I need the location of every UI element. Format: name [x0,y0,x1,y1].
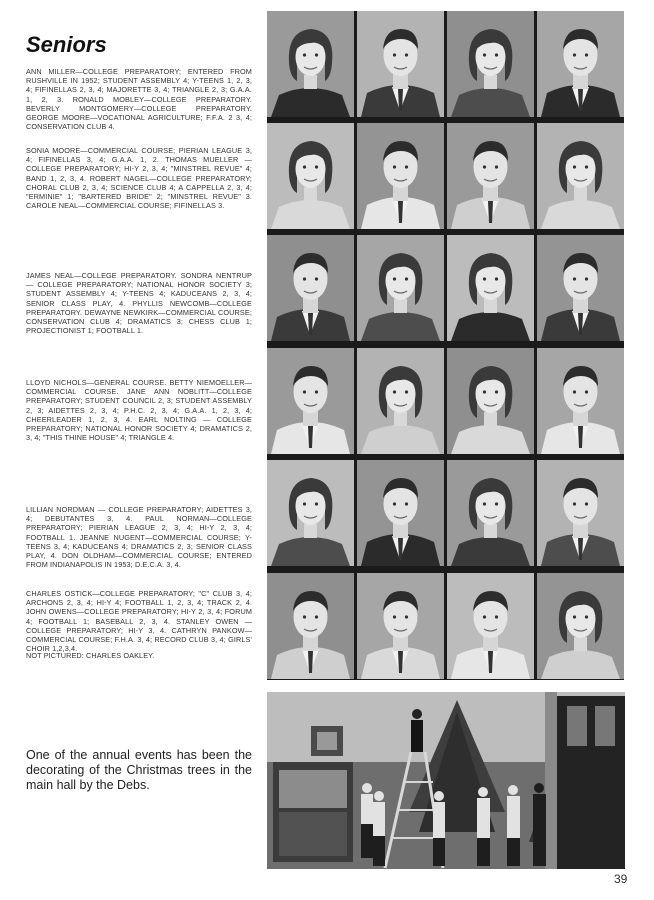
senior-portrait [537,573,624,679]
senior-portrait [357,235,444,341]
bio-block-row-1: ANN MILLER—COLLEGE PREPARATORY; ENTERED FROM RUSHVILLE IN 1952; STUDENT ASSEMBLY 4; Y-TEENS 1, 2, 3, 4; FIFINELLAS 2, 3, 4; MAJORETTE 3, 4; TRIANGLE 2, 3; G.A.A. 1, 2, 3. RONALD MOBLEY—COLLEGE PREPARATORY. BEVERLY MONTGOMERY—COLLEGE PREPARATORY. GEORGE MOORE—VOCATIONAL AGRICULTURE; F.F.A. 2 3, 4; CONSERVATION CLUB 4. [26,67,252,132]
senior-portrait [537,460,624,566]
page-number: 39 [614,872,628,886]
senior-portrait [537,348,624,454]
senior-portrait [267,235,354,341]
christmas-tree-event-photo [267,692,625,869]
senior-portrait [447,235,534,341]
senior-portrait-grid [267,11,624,680]
bio-block-row-4: LLOYD NICHOLS—GENERAL COURSE. BETTY NIEMOELLER—COMMERCIAL COURSE. JANE ANN NOBLITT—COLLEGE PREPARATORY; STUDENT COUNCIL 2, 3; STUDENT ASSEMBLY 2, 3; AIDETTES 2, 3, 4; P.H.C. 2, 3, 4; G.A.A. 1, 2, 3, 4; CHEERLEADER 1, 2, 3, 4. EARL NOLTING — COLLEGE PREPARATORY; NATIONAL HONOR SOCIETY 4; DRAMATICS 2, 3, 4; "THIS THINE HOUSE" 4; TRIANGLE 4. [26,378,252,443]
event-photo-caption: One of the annual events has been the decorating of the Christmas trees in the main hall by the Debs. [26,748,252,792]
senior-portrait [267,460,354,566]
senior-portrait [357,460,444,566]
senior-portrait [357,11,444,117]
senior-portrait [357,573,444,679]
senior-portrait [447,11,534,117]
senior-portrait [537,11,624,117]
senior-portrait [267,348,354,454]
bio-block-row-2: SONIA MOORE—COMMERCIAL COURSE; PIERIAN LEAGUE 3, 4; FIFINELLAS 3, 4; G.A.A. 1, 2. THOMAS MUELLER — COLLEGE PREPARATORY; HI-Y 2, 3, 4; "MINSTREL REVUE" 4; BAND 1, 2, 3, 4. ROBERT NAGEL—COLLEGE PREPARATORY; CHORAL CLUB 2, 3, 4; SCIENCE CLUB 4; A CAPPELLA 2, 3, 4; "ERMINIE" 1; "BARTERED BRIDE" 2; "MINSTREL REVUE" 3. CAROLE NEAL—COMMERCIAL COURSE; FIFINELLAS 3. [26,146,252,211]
senior-portrait [267,123,354,229]
senior-portrait [447,573,534,679]
senior-portrait [447,348,534,454]
senior-portrait [537,123,624,229]
senior-portrait [267,573,354,679]
senior-portrait [357,123,444,229]
senior-portrait [267,11,354,117]
not-pictured-note: NOT PICTURED: CHARLES OAKLEY. [26,651,155,660]
senior-portrait [357,348,444,454]
senior-portrait [537,235,624,341]
event-photo-image [267,692,625,869]
page-title: Seniors [26,32,107,57]
bio-block-row-3: JAMES NEAL—COLLEGE PREPARATORY. SONDRA NENTRUP — COLLEGE PREPARATORY; NATIONAL HONOR SOCIETY 3; STUDENT ASSEMBLY 4; Y-TEENS 4; KADUCEANS 2, 3, 4; SENIOR CLASS PLAY, 4. PHYLLIS NEWCOMB—COLLEGE PREPARATORY. DEWAYNE NEWKIRK—COMMERCIAL COURSE; CONSERVATION CLUB 4; DRAMATICS 3; CHESS CLUB 1; PROJECTIONIST 1; FOOTBALL 1. [26,271,252,336]
bio-block-row-6: CHARLES OSTICK—COLLEGE PREPARATORY; "C" CLUB 3, 4; ARCHONS 2, 3, 4; HI-Y 4; FOOTBALL 1, 2, 3, 4; TRACK 2, 4. JOHN OWENS—COLLEGE PREPARATORY; HI-Y 2, 3, 4; FORUM 4; FOOTBALL 1; BASEBALL 2, 3, 4. STANLEY OWEN — COLLEGE PREPARATORY; HI-Y 3, 4. CATHRYN PANKOW—COMMERCIAL COURSE; F.H.A. 3, 4; RECORD CLUB 3, 4; GIRLS' CHOIR 1,2,3,4. [26,589,252,654]
bio-block-row-5: LILLIAN NORDMAN — COLLEGE PREPARATORY; AIDETTES 3, 4; DEBUTANTES 3, 4. PAUL NORMAN—COLLEGE PREPARATORY; PIERIAN LEAGUE 2, 3, 4; HI-Y 2, 3, 4; FOOTBALL 1. JEANNE NUGENT—COMMERCIAL COURSE; Y-TEENS 3, 4; KADUCEANS 4; DRAMATICS 2, 3; SENIOR CLASS PLAY, 4. DON OLDHAM—COMMERCIAL COURSE; ENTERED FROM INDIANAPOLIS IN 1953; D.E.C.A. 3, 4. [26,505,252,570]
senior-portrait [447,460,534,566]
senior-portrait [447,123,534,229]
